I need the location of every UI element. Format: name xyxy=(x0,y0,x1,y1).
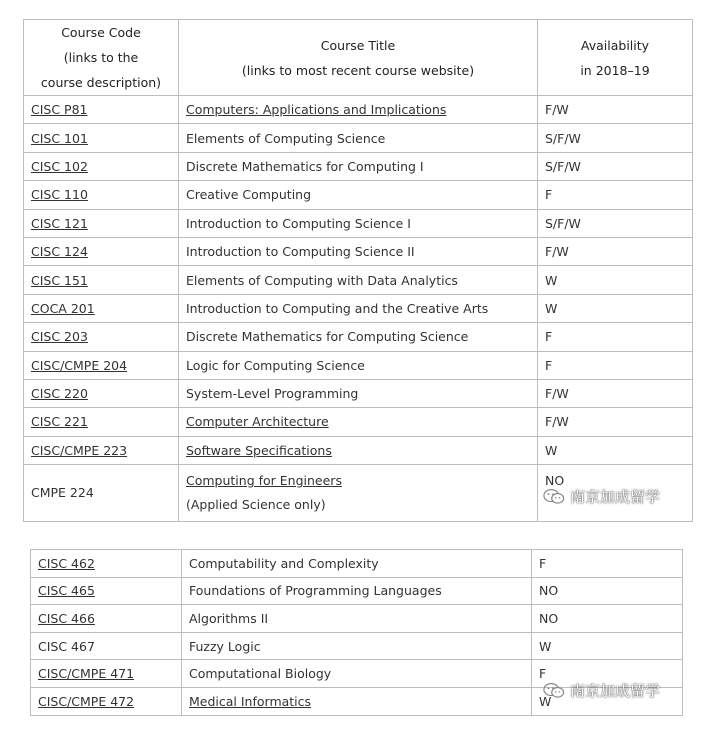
availability-cell xyxy=(538,266,693,294)
course-title-cell xyxy=(182,605,532,633)
availability-value: F xyxy=(539,666,547,682)
course-table-main xyxy=(23,19,693,522)
availability-value: F xyxy=(545,357,553,373)
header-course-title xyxy=(179,20,538,96)
course-title-cell xyxy=(179,266,538,294)
course-code-cell xyxy=(24,379,179,407)
course-title-cell xyxy=(179,152,538,180)
availability-value: F/W xyxy=(545,414,569,430)
course-title-cell xyxy=(179,436,538,464)
watermark-text: 南京加成留学 xyxy=(570,488,661,506)
course-code-link[interactable]: CISC/CMPE 204 xyxy=(31,357,128,373)
course-title-cell xyxy=(182,660,532,688)
course-code-cell xyxy=(24,266,179,294)
course-code-link[interactable]: CISC 465 xyxy=(38,583,95,599)
table-row xyxy=(24,266,693,294)
course-title-text: Logic for Computing Science xyxy=(186,357,365,373)
table-row xyxy=(24,124,693,152)
availability-cell xyxy=(538,152,693,180)
course-code-link[interactable]: CISC 110 xyxy=(31,187,88,203)
course-title-text: Creative Computing xyxy=(186,187,312,203)
watermark xyxy=(543,680,660,701)
course-code-cell xyxy=(31,577,182,605)
course-title-cell xyxy=(179,379,538,407)
course-title-text: Foundations of Programming Languages xyxy=(189,583,442,599)
course-title-link[interactable]: Software Specifications xyxy=(186,442,332,458)
availability-value: NO xyxy=(545,473,565,489)
header-availability xyxy=(538,20,693,96)
course-title-cell xyxy=(182,632,532,660)
course-code-link[interactable]: CISC 151 xyxy=(31,272,88,288)
course-code-link[interactable]: CISC 203 xyxy=(31,329,88,345)
course-code-cell xyxy=(24,96,179,124)
availability-cell xyxy=(538,294,693,322)
header-avail-line: Availability xyxy=(580,37,650,53)
course-title-text: Algorithms II xyxy=(189,610,269,626)
availability-value: S/F/W xyxy=(545,215,581,231)
course-code-link[interactable]: CISC P81 xyxy=(31,102,88,118)
course-title-text: Introduction to Computing and the Creative Arts xyxy=(186,300,489,316)
course-title-note: (Applied Science only) xyxy=(186,497,326,513)
course-code-link[interactable]: CISC/CMPE 471 xyxy=(38,666,135,682)
availability-cell xyxy=(538,124,693,152)
course-code-cell xyxy=(31,550,182,578)
course-title-cell xyxy=(179,408,538,436)
course-code-cell xyxy=(24,408,179,436)
availability-value: W xyxy=(539,693,552,709)
course-title-cell xyxy=(179,209,538,237)
table-row xyxy=(24,379,693,407)
course-title-cell xyxy=(179,96,538,124)
header-code-line: (links to the xyxy=(63,50,139,65)
table-row xyxy=(24,436,693,464)
course-code-cell xyxy=(31,687,182,715)
course-code-link[interactable]: CISC 102 xyxy=(31,158,88,174)
course-code-link[interactable]: CISC 221 xyxy=(31,414,88,430)
availability-cell xyxy=(532,550,683,578)
course-title-text: Introduction to Computing Science I xyxy=(186,215,411,231)
course-code-link[interactable]: CISC/CMPE 223 xyxy=(31,442,128,458)
course-code-link[interactable]: CISC 462 xyxy=(38,555,95,571)
course-title-cell xyxy=(182,550,532,578)
course-code-text: CISC 467 xyxy=(38,638,95,654)
course-title-cell xyxy=(179,181,538,209)
wechat-icon xyxy=(543,488,565,505)
wechat-icon xyxy=(543,682,565,699)
header-course-code xyxy=(24,20,179,96)
course-code-cell xyxy=(24,465,179,522)
table-row xyxy=(24,408,693,436)
course-code-link[interactable]: CISC 101 xyxy=(31,130,88,146)
course-title-cell xyxy=(179,124,538,152)
availability-value: S/F/W xyxy=(545,130,581,146)
course-title-text: Elements of Computing with Data Analytics xyxy=(186,272,458,288)
table-row xyxy=(31,577,683,605)
availability-cell xyxy=(532,605,683,633)
course-title-text: Elements of Computing Science xyxy=(186,130,386,146)
course-code-link[interactable]: CISC 466 xyxy=(38,610,95,626)
course-code-cell xyxy=(24,152,179,180)
availability-value: NO xyxy=(539,610,559,626)
course-title-cell xyxy=(179,351,538,379)
header-code-line: Course Code xyxy=(61,25,141,40)
availability-cell xyxy=(538,351,693,379)
course-code-link[interactable]: CISC 124 xyxy=(31,244,88,260)
table-row xyxy=(24,351,693,379)
course-title-link[interactable]: Medical Informatics xyxy=(189,693,312,709)
table-row xyxy=(31,550,683,578)
table-row xyxy=(24,323,693,351)
course-code-cell xyxy=(31,660,182,688)
course-title-text: Introduction to Computing Science II xyxy=(186,244,415,260)
availability-cell xyxy=(532,632,683,660)
table-row xyxy=(24,152,693,180)
course-code-cell xyxy=(24,436,179,464)
course-code-cell xyxy=(24,323,179,351)
course-title-link[interactable]: Computer Architecture xyxy=(186,414,329,430)
availability-value: F/W xyxy=(545,386,569,402)
availability-value: W xyxy=(545,272,558,288)
availability-cell xyxy=(532,577,683,605)
availability-cell xyxy=(538,323,693,351)
availability-cell xyxy=(538,408,693,436)
header-avail-line: in 2018–19 xyxy=(580,62,650,78)
course-code-cell xyxy=(24,124,179,152)
table-row xyxy=(24,181,693,209)
course-code-cell xyxy=(31,605,182,633)
availability-cell xyxy=(538,237,693,265)
header-row xyxy=(24,20,693,96)
watermark-text: 南京加成留学 xyxy=(570,682,661,700)
course-title-cell xyxy=(179,465,538,522)
course-code-cell xyxy=(24,294,179,322)
availability-value: NO xyxy=(539,583,559,599)
table-row xyxy=(24,237,693,265)
availability-value: F/W xyxy=(545,102,569,118)
course-code-link[interactable]: CISC 121 xyxy=(31,215,88,231)
availability-cell xyxy=(538,96,693,124)
course-code-cell xyxy=(31,632,182,660)
availability-cell xyxy=(538,181,693,209)
course-code-link[interactable]: COCA 201 xyxy=(31,300,95,316)
availability-value: W xyxy=(539,638,552,654)
course-title-text: Fuzzy Logic xyxy=(189,638,261,654)
header-title-line: Course Title xyxy=(320,37,396,53)
course-code-cell xyxy=(24,351,179,379)
availability-value: F/W xyxy=(545,244,569,260)
availability-value: W xyxy=(545,300,558,316)
table-row xyxy=(31,632,683,660)
course-title-text: Discrete Mathematics for Computing I xyxy=(186,158,424,174)
table-row xyxy=(31,605,683,633)
course-code-cell xyxy=(24,237,179,265)
header-code-line: course description) xyxy=(40,75,162,90)
course-title-cell xyxy=(179,294,538,322)
course-title-cell xyxy=(179,323,538,351)
header-title-line: (links to most recent course website) xyxy=(241,62,475,78)
course-title-cell xyxy=(182,577,532,605)
course-title-text: Discrete Mathematics for Computing Science xyxy=(186,329,469,345)
watermark xyxy=(543,486,660,507)
table-body xyxy=(24,96,693,522)
course-title-cell xyxy=(179,237,538,265)
course-title-link[interactable]: Computers: Applications and Implications xyxy=(186,102,447,118)
table-row xyxy=(24,294,693,322)
availability-value: F xyxy=(545,187,553,203)
course-code-cell xyxy=(24,209,179,237)
availability-cell xyxy=(538,436,693,464)
course-title-text: Computational Biology xyxy=(189,666,332,682)
course-code-cell xyxy=(24,181,179,209)
course-title-cell xyxy=(182,687,532,715)
availability-value: F xyxy=(545,329,553,345)
availability-value: F xyxy=(539,555,547,571)
course-code-link[interactable]: CISC 220 xyxy=(31,386,88,402)
course-title-text: Computability and Complexity xyxy=(189,555,379,571)
table-row xyxy=(24,96,693,124)
course-code-link[interactable]: CISC/CMPE 472 xyxy=(38,693,135,709)
course-title-text: System-Level Programming xyxy=(186,386,359,402)
course-title-link[interactable]: Computing for Engineers xyxy=(186,473,342,489)
availability-value: W xyxy=(545,442,558,458)
availability-cell xyxy=(538,379,693,407)
availability-value: S/F/W xyxy=(545,158,581,174)
table-row xyxy=(24,209,693,237)
course-code-text: CMPE 224 xyxy=(31,485,94,501)
section-gap xyxy=(0,526,710,548)
availability-cell xyxy=(538,209,693,237)
